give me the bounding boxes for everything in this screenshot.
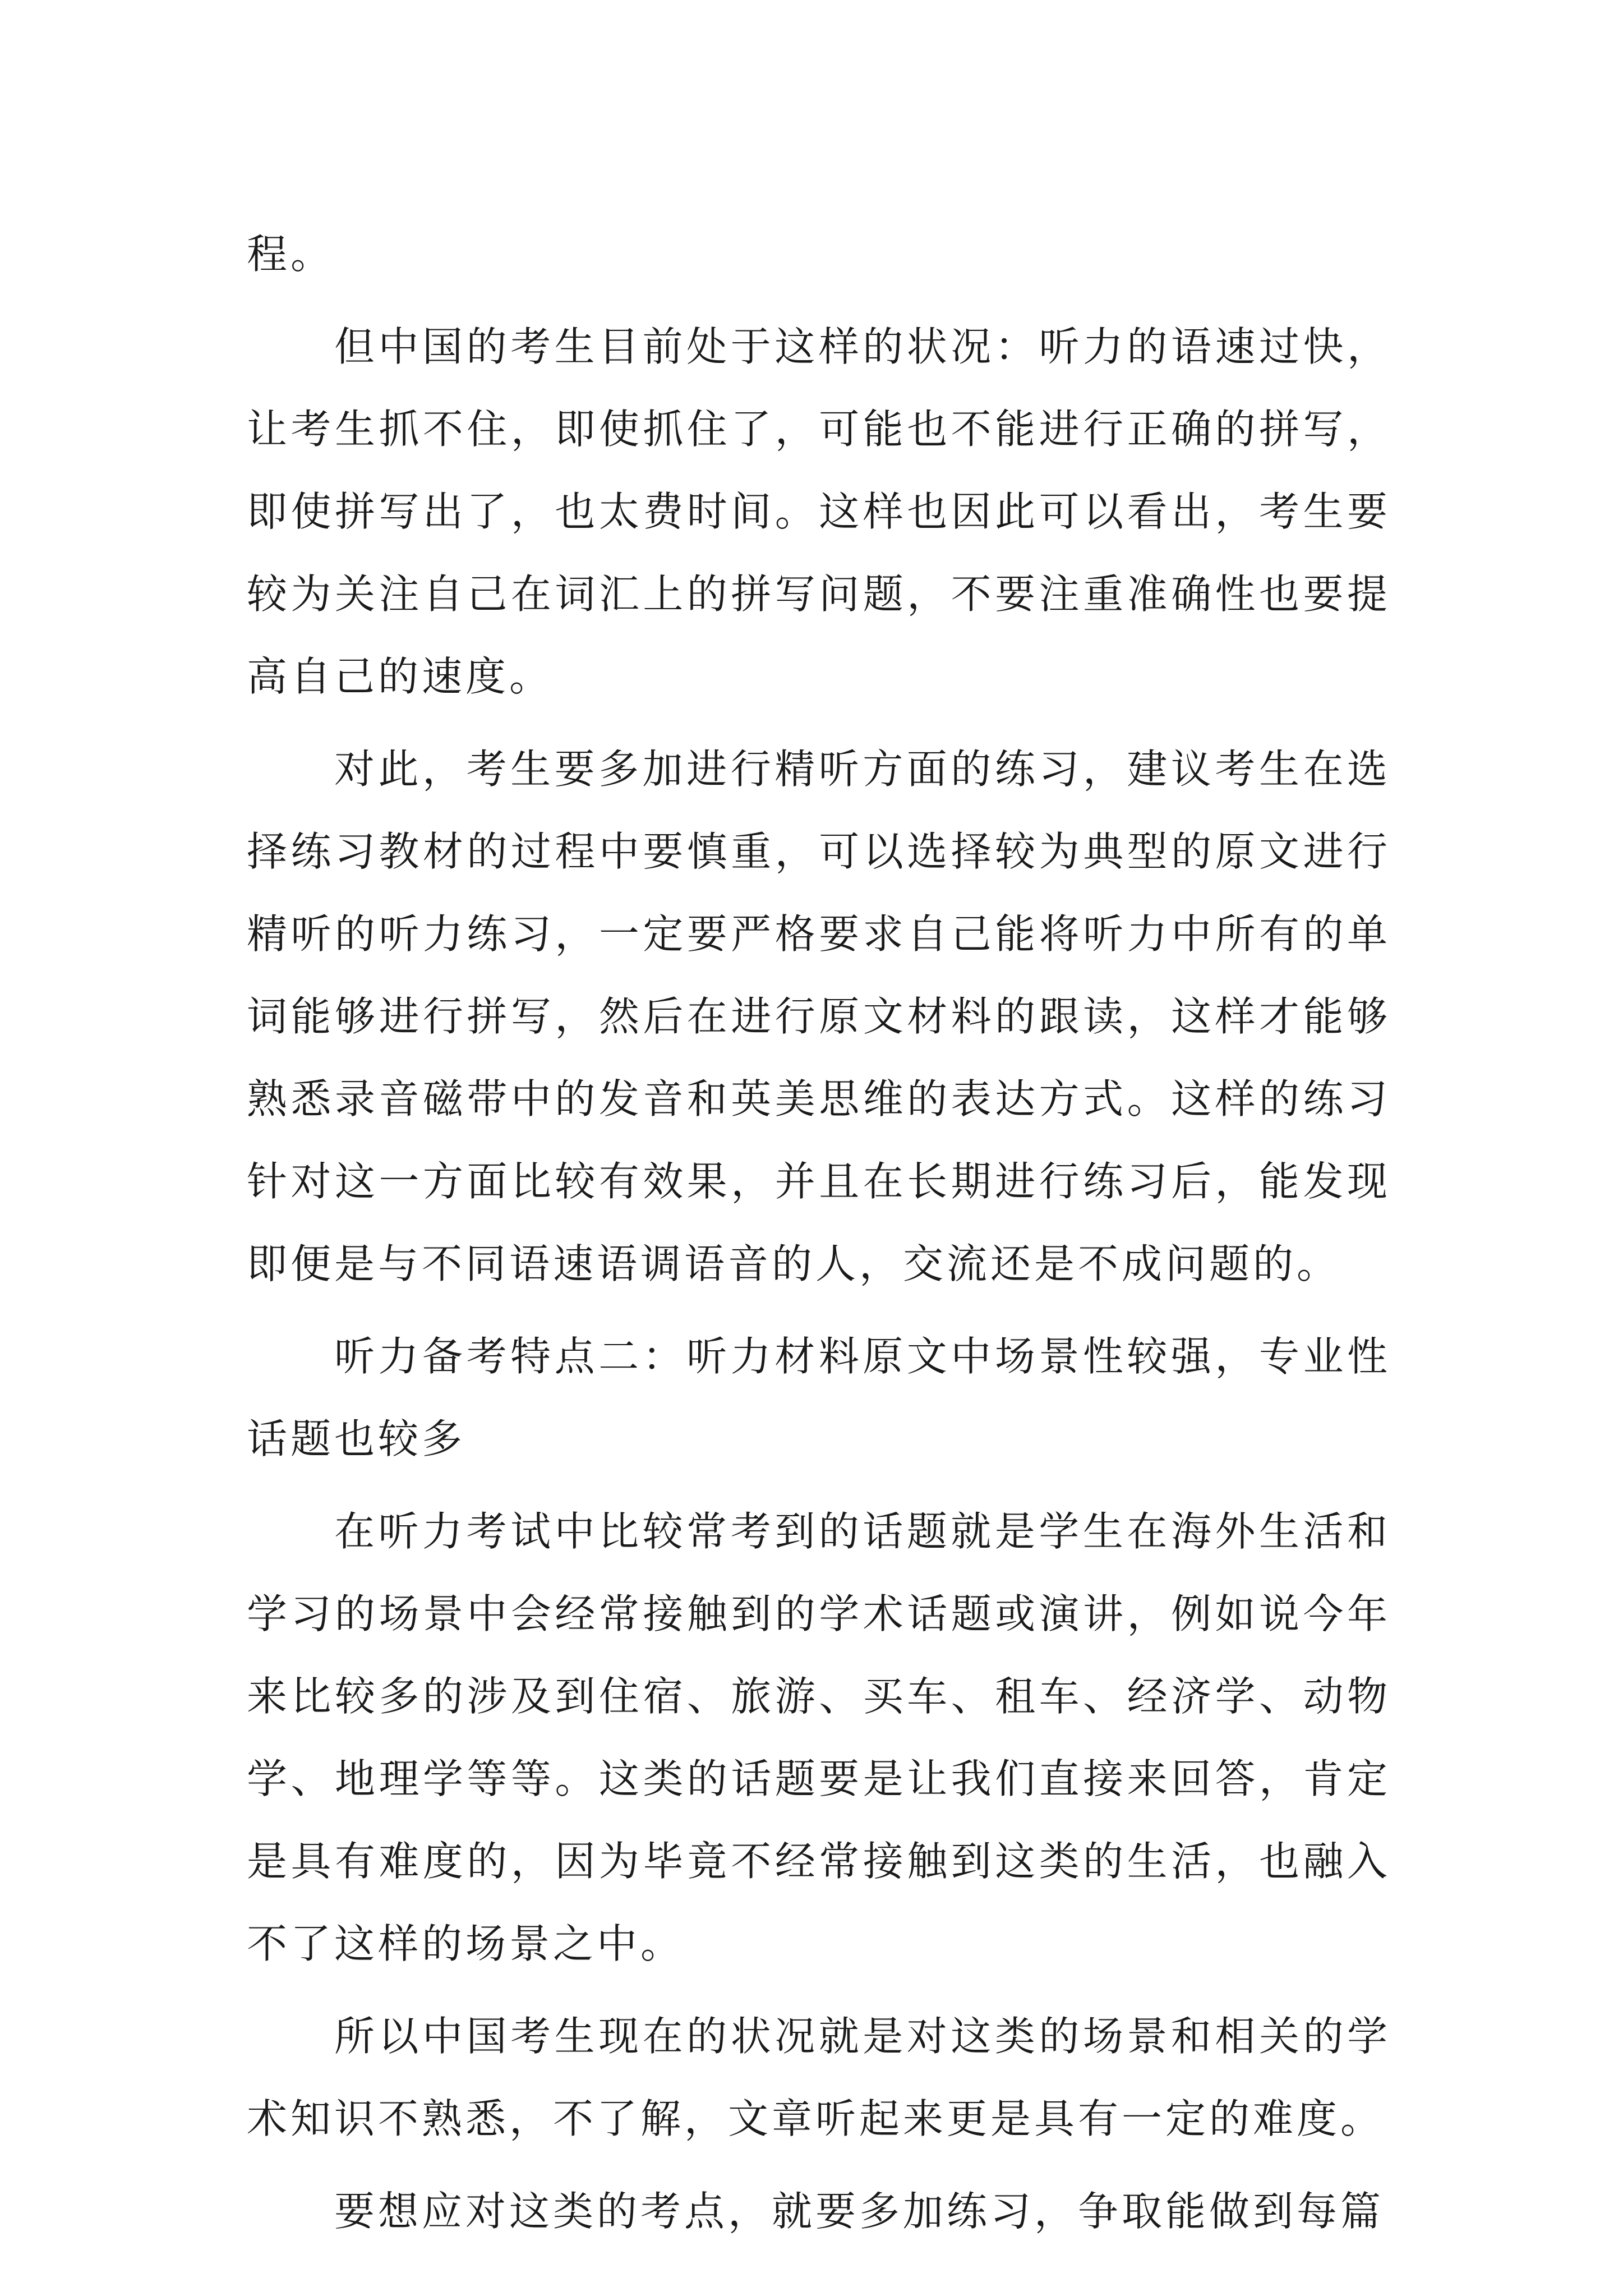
paragraph-2: 但中国的考生目前处于这样的状况：听力的语速过快，让考生抓不住，即使抓住了，可能也不能进行正确的拼写，即使拼写出了，也太费时间。这样也因此可以看出，考生要较为关注自己在词汇上的拼写问题，不要注重准确性也要提高自己的速度。 [247,323,1391,700]
paragraph-3: 对此，考生要多加进行精听方面的练习，建议考生在选择练习教材的过程中要慎重，可以选择较为典型的原文进行精听的听力练习，一定要严格要求自己能将听力中所有的单词能够进行拼写，然后在进行原文材料的跟读，这样才能够熟悉录音磁带中的发音和英美思维的表达方式。这样的练习针对这一方面比较有效果，并且在长期进行练习后，能发现即便是与不同语速语调语音的人，交流还是不成问题的。 [247,746,1391,1287]
section-heading: 听力备考特点二：听力材料原文中场景性较强，专业性话题也较多 [247,1333,1391,1462]
paragraph-6: 要想应对这类的考点，就要多加练习，争取能做到每篇 [334,2188,1385,2235]
document-body [247,213,1391,2263]
paragraph-4: 在听力考试中比较常考到的话题就是学生在海外生活和学习的场景中会经常接触到的学术话题或演讲，例如说今年来比较多的涉及到住宿、旅游、买车、租车、经济学、动物学、地理学等等。这类的话题要是让我们直接来回答，肯定是具有难度的，因为毕竟不经常接触到这类的生活，也融入不了这样的场景之中。 [247,1508,1391,1967]
paragraph-1: 程。 [247,231,335,278]
paragraph-5: 所以中国考生现在的状况就是对这类的场景和相关的学术知识不熟悉，不了解，文章听起来更是具有一定的难度。 [247,2013,1391,2142]
